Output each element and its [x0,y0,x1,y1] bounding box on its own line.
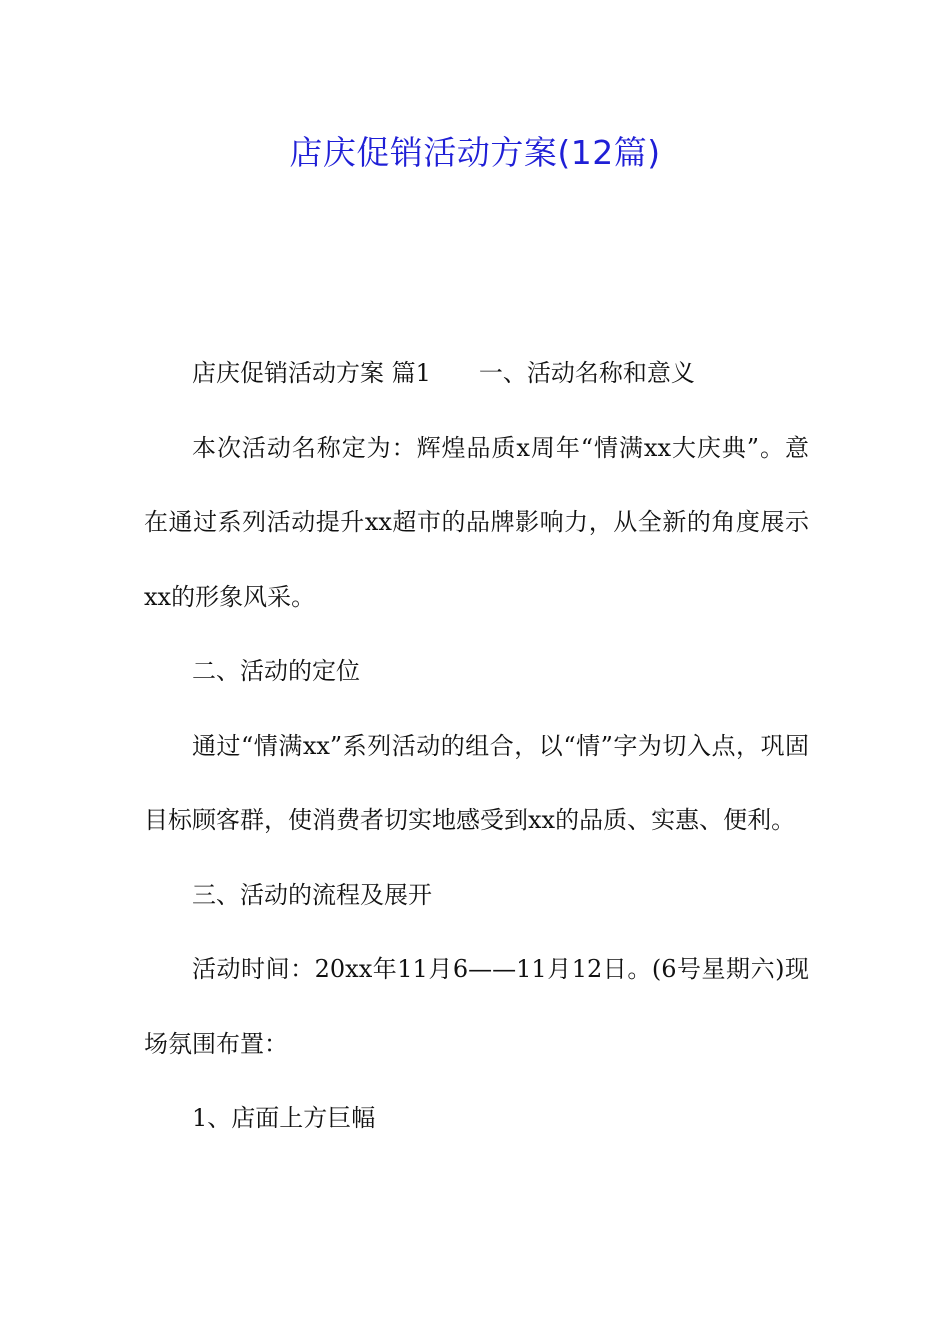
section-heading-2: 二、活动的定位 [192,657,360,685]
paragraph-5: 1、店面上方巨幅 [192,1104,376,1132]
paragraph-1 [144,336,809,411]
section-heading-3: 三、活动的流程及展开 [192,880,432,909]
paragraph-2: 本次活动名称定为：辉煌品质x周年“情满xx大庆典”。意在通过系列活动提升xx超市的品牌影响力，从全新的角度展示xx的形象风采。 [144,433,809,611]
document-body [144,336,809,1156]
paragraph-3: 通过“情满xx”系列活动的组合，以“情”字为切入点，巩固目标顾客群，使消费者切实地感受到xx的品质、实惠、便利。 [144,731,809,834]
page-title: 店庆促销活动方案(12篇) [289,133,661,172]
article-heading: 店庆促销活动方案 篇1 [192,359,431,387]
section-heading-1: 一、活动名称和意义 [478,359,695,387]
paragraph-4: 活动时间：20xx年11月6——11月12日。(6号星期六)现场氛围布置： [144,955,809,1058]
